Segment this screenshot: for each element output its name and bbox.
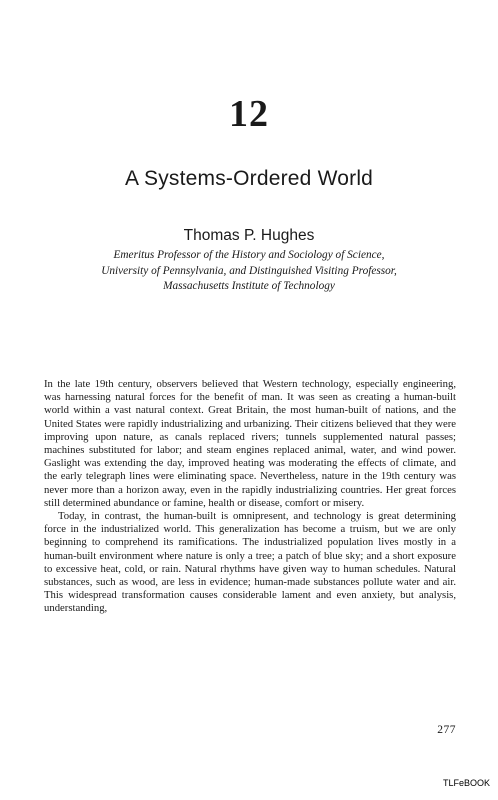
paragraph: Today, in contrast, the human-built is omnipresent, and technology is great determining force in the industrialized world. This generalization has become a truism, but we are only beginning to comprehend its ramifications. The industrialized population lives mostly in a human-built environment where nature is only a tree; a patch of blue sky; and a short exposure to excessive heat, cold, or rain. Natural rhythms have given way to human schedules. Natural substances, such as wood, are less in evidence; human-made substances pollute water and air. This widespread transformation causes considerable lament and even anxiety, but analysis, understanding, [44,510,456,615]
body-text [44,378,456,616]
chapter-number: 12 [229,93,269,135]
author-affiliation [40,248,458,295]
affiliation-line: University of Pennsylvania, and Distinguished Visiting Professor, [101,264,397,277]
paragraph: In the late 19th century, observers believed that Western technology, especially engineering, was harnessing natural forces for the benefit of man. It was seen as creating a human-built world within a vast natural context. Great Britain, the most human-built of nations, and the United States were rapidly industrializing and urbanizing. Their citizens believed that they were improving upon nature, as canals replaced rivers; tunnels supplemented natural passes; machines substituted for labor; and steam engines replaced animal, water, and wind power. Gaslight was extending the day, improved heating was moderating the effects of climate, and the early telegraph lines were eliminating space. Nevertheless, nature in the 19th century was never more than a horizon away, even in the rapidly industrializing countries. Her great forces still determined abundance or famine, health or disease, comfort or misery. [44,378,456,509]
author-block [40,226,458,295]
watermark-label: TLFeBOOK [442,778,490,788]
author-name: Thomas P. Hughes [183,227,315,244]
page-number: 277 [437,724,456,736]
affiliation-line: Massachusetts Institute of Technology [163,280,335,292]
affiliation-line: Emeritus Professor of the History and Sociology of Science, [113,249,385,261]
chapter-title: A Systems-Ordered World [124,167,374,190]
